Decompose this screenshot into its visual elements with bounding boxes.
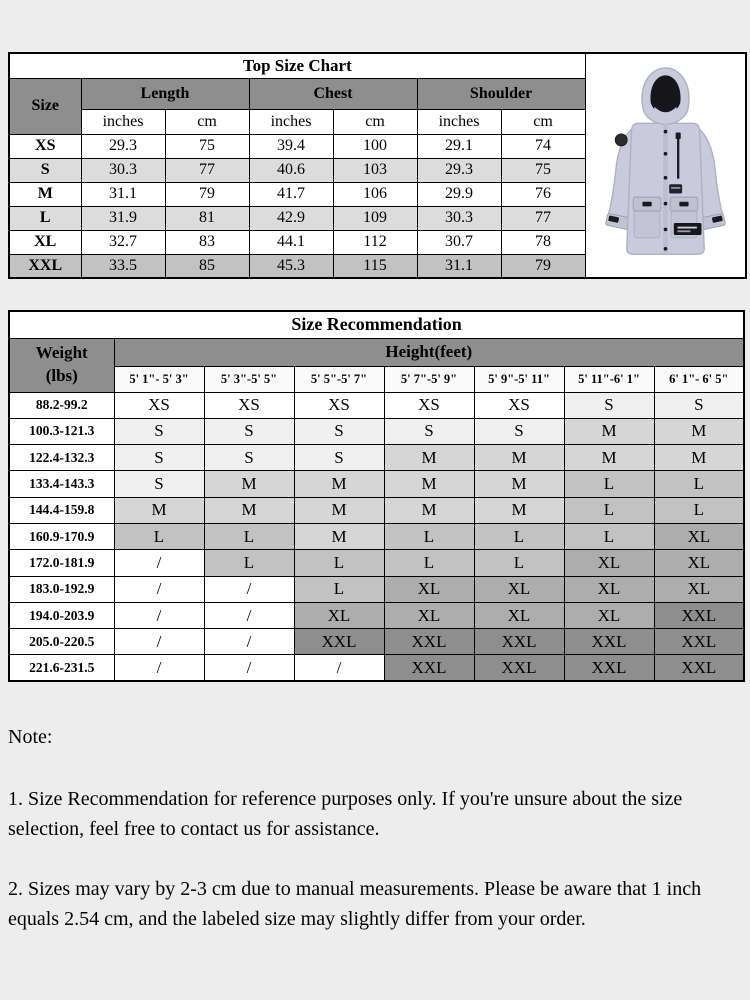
measurement-cell: 29.1 [417,134,501,158]
measurement-cell: 81 [165,206,249,230]
recommended-size-cell: XXL [384,629,474,655]
recommended-size-cell: M [204,471,294,497]
weight-range-cell: 100.3-121.3 [9,418,114,444]
size-column-header: Size [9,78,81,134]
recommended-size-cell: M [384,445,474,471]
recommended-size-cell: / [114,602,204,628]
recommended-size-cell: S [114,471,204,497]
recommended-size-cell: XXL [564,629,654,655]
weight-range-cell: 221.6-231.5 [9,655,114,681]
recommended-size-cell: XS [384,392,474,418]
recommended-size-cell: M [384,471,474,497]
recommended-size-cell: XXL [474,629,564,655]
notes-section [8,722,742,964]
weight-range-cell: 194.0-203.9 [9,602,114,628]
height-range-header: 5' 11"-6' 1" [564,366,654,392]
size-label-cell: XS [9,134,81,158]
measurement-cell: 41.7 [249,182,333,206]
unit-header: cm [333,109,417,134]
recommended-size-cell: L [204,523,294,549]
recommended-size-cell: XL [474,576,564,602]
weight-range-cell: 122.4-132.3 [9,445,114,471]
recommended-size-cell: M [474,445,564,471]
recommended-size-cell: S [204,418,294,444]
size-label-cell: S [9,158,81,182]
recommended-size-cell: M [654,445,744,471]
recommended-size-cell: XXL [654,655,744,681]
measurement-cell: 100 [333,134,417,158]
recommended-size-cell: M [294,523,384,549]
recommended-size-cell: S [384,418,474,444]
weight-range-cell: 172.0-181.9 [9,550,114,576]
recommended-size-cell: S [294,418,384,444]
measurement-cell: 32.7 [81,230,165,254]
recommended-size-cell: M [474,497,564,523]
weight-range-cell: 133.4-143.3 [9,471,114,497]
recommended-size-cell: M [114,497,204,523]
product-photo-cell [585,53,746,278]
measurement-cell: 39.4 [249,134,333,158]
unit-header: cm [165,109,249,134]
recommendation-row [9,550,744,576]
recommended-size-cell: / [114,550,204,576]
measurement-cell: 30.3 [81,158,165,182]
recommended-size-cell: XS [474,392,564,418]
recommended-size-cell: M [564,445,654,471]
recommended-size-cell: / [204,602,294,628]
recommended-size-cell: L [564,497,654,523]
unit-header: cm [501,109,585,134]
notes-heading: Note: [8,726,53,748]
size-recommendation-table [8,310,745,682]
recommendation-row [9,523,744,549]
measurement-cell: 106 [333,182,417,206]
recommended-size-cell: S [654,392,744,418]
height-range-header: 5' 3"-5' 5" [204,366,294,392]
measurement-cell: 31.9 [81,206,165,230]
measurement-cell: 30.3 [417,206,501,230]
recommended-size-cell: XL [654,523,744,549]
measurement-cell: 79 [501,254,585,278]
recommended-size-cell: XS [114,392,204,418]
recommended-size-cell: XXL [294,629,384,655]
measurement-cell: 29.9 [417,182,501,206]
measurement-cell: 78 [501,230,585,254]
measurement-cell: 76 [501,182,585,206]
note-item-2: 2. Sizes may vary by 2-3 cm due to manual measurements. Please be aware that 1 inch equals 2.54 cm, and the labeled size may slightly differ from your order. [8,878,702,930]
recommendation-row [9,655,744,681]
recommended-size-cell: L [294,550,384,576]
measurement-cell: 77 [165,158,249,182]
measurement-cell: 75 [165,134,249,158]
recommended-size-cell: / [114,629,204,655]
size-label-cell: M [9,182,81,206]
recommended-size-cell: M [384,497,474,523]
weight-range-cell: 144.4-159.8 [9,497,114,523]
recommended-size-cell: S [114,445,204,471]
recommended-size-cell: XL [654,576,744,602]
jacket-image [588,56,743,270]
weight-range-cell: 88.2-99.2 [9,392,114,418]
recommended-size-cell: M [294,471,384,497]
recommended-size-cell: XS [204,392,294,418]
height-group-header: Height(feet) [114,338,744,366]
weight-header-line2: (lbs) [45,366,78,385]
unit-header: inches [81,109,165,134]
measurement-cell: 44.1 [249,230,333,254]
weight-range-cell: 205.0-220.5 [9,629,114,655]
recommended-size-cell: XL [474,602,564,628]
recommended-size-cell: S [564,392,654,418]
measurement-cell: 45.3 [249,254,333,278]
height-range-header: 5' 7"-5' 9" [384,366,474,392]
recommended-size-cell: L [384,550,474,576]
recommended-size-cell: XL [564,602,654,628]
recommended-size-cell: S [204,445,294,471]
recommended-size-cell: XL [564,576,654,602]
recommended-size-cell: M [474,471,564,497]
measurement-cell: 29.3 [81,134,165,158]
recommended-size-cell: XL [294,602,384,628]
measurement-cell: 77 [501,206,585,230]
measurement-cell: 115 [333,254,417,278]
measurement-cell: 83 [165,230,249,254]
size-label-cell: L [9,206,81,230]
recommended-size-cell: / [204,576,294,602]
recommended-size-cell: XL [654,550,744,576]
measurement-cell: 79 [165,182,249,206]
recommended-size-cell: L [654,497,744,523]
measurement-cell: 31.1 [81,182,165,206]
recommended-size-cell: M [654,418,744,444]
note-item-1: 1. Size Recommendation for reference purposes only. If you're unsure about the size selection, feel free to contact us for assistance. [8,788,683,840]
measurement-cell: 40.6 [249,158,333,182]
measurement-cell: 33.5 [81,254,165,278]
length-group-header: Length [81,78,249,109]
measurement-cell: 103 [333,158,417,182]
weight-range-cell: 160.9-170.9 [9,523,114,549]
measurement-cell: 74 [501,134,585,158]
height-range-header: 5' 5"-5' 7" [294,366,384,392]
unit-header: inches [417,109,501,134]
top-size-chart-table [8,52,747,279]
recommendation-row [9,576,744,602]
measurement-cell: 85 [165,254,249,278]
recommended-size-cell: L [474,523,564,549]
recommended-size-cell: XL [564,550,654,576]
recommended-size-cell: L [204,550,294,576]
recommended-size-cell: L [384,523,474,549]
measurement-cell: 112 [333,230,417,254]
measurement-cell: 30.7 [417,230,501,254]
recommended-size-cell: L [564,523,654,549]
measurement-cell: 29.3 [417,158,501,182]
recommendation-row [9,392,744,418]
recommended-size-cell: XXL [654,602,744,628]
recommended-size-cell: M [564,418,654,444]
weight-header-line1: Weight [35,343,88,363]
recommended-size-cell: / [114,576,204,602]
recommended-size-cell: / [294,655,384,681]
recommendation-row [9,602,744,628]
recommended-size-cell: / [114,655,204,681]
measurement-cell: 109 [333,206,417,230]
unit-header: inches [249,109,333,134]
recommended-size-cell: XS [294,392,384,418]
height-range-header: 5' 1"- 5' 3" [114,366,204,392]
chest-group-header: Chest [249,78,417,109]
shoulder-group-header: Shoulder [417,78,585,109]
measurement-cell: 75 [501,158,585,182]
recommendation-row [9,497,744,523]
recommended-size-cell: L [474,550,564,576]
recommended-size-cell: S [294,445,384,471]
recommended-size-cell: XXL [474,655,564,681]
recommended-size-cell: XL [384,602,474,628]
recommended-size-cell: XL [384,576,474,602]
recommendation-row [9,471,744,497]
recommendation-row [9,629,744,655]
height-range-header: 5' 9"-5' 11" [474,366,564,392]
measurement-cell: 31.1 [417,254,501,278]
size-label-cell: XXL [9,254,81,278]
recommended-size-cell: S [114,418,204,444]
recommended-size-cell: S [474,418,564,444]
recommendation-row [9,418,744,444]
measurement-cell: 42.9 [249,206,333,230]
weight-column-header [9,338,114,392]
weight-range-cell: 183.0-192.9 [9,576,114,602]
height-range-header: 6' 1"- 6' 5" [654,366,744,392]
recommended-size-cell: L [114,523,204,549]
recommended-size-cell: M [294,497,384,523]
recommendation-row [9,445,744,471]
recommended-size-cell: / [204,655,294,681]
recommended-size-cell: L [294,576,384,602]
recommended-size-cell: M [204,497,294,523]
recommended-size-cell: / [204,629,294,655]
size-label-cell: XL [9,230,81,254]
recommended-size-cell: XXL [384,655,474,681]
recommended-size-cell: L [654,471,744,497]
recommended-size-cell: XXL [654,629,744,655]
size-recommendation-title: Size Recommendation [9,311,744,338]
top-size-chart-title: Top Size Chart [9,53,585,78]
recommended-size-cell: L [564,471,654,497]
recommended-size-cell: XXL [564,655,654,681]
